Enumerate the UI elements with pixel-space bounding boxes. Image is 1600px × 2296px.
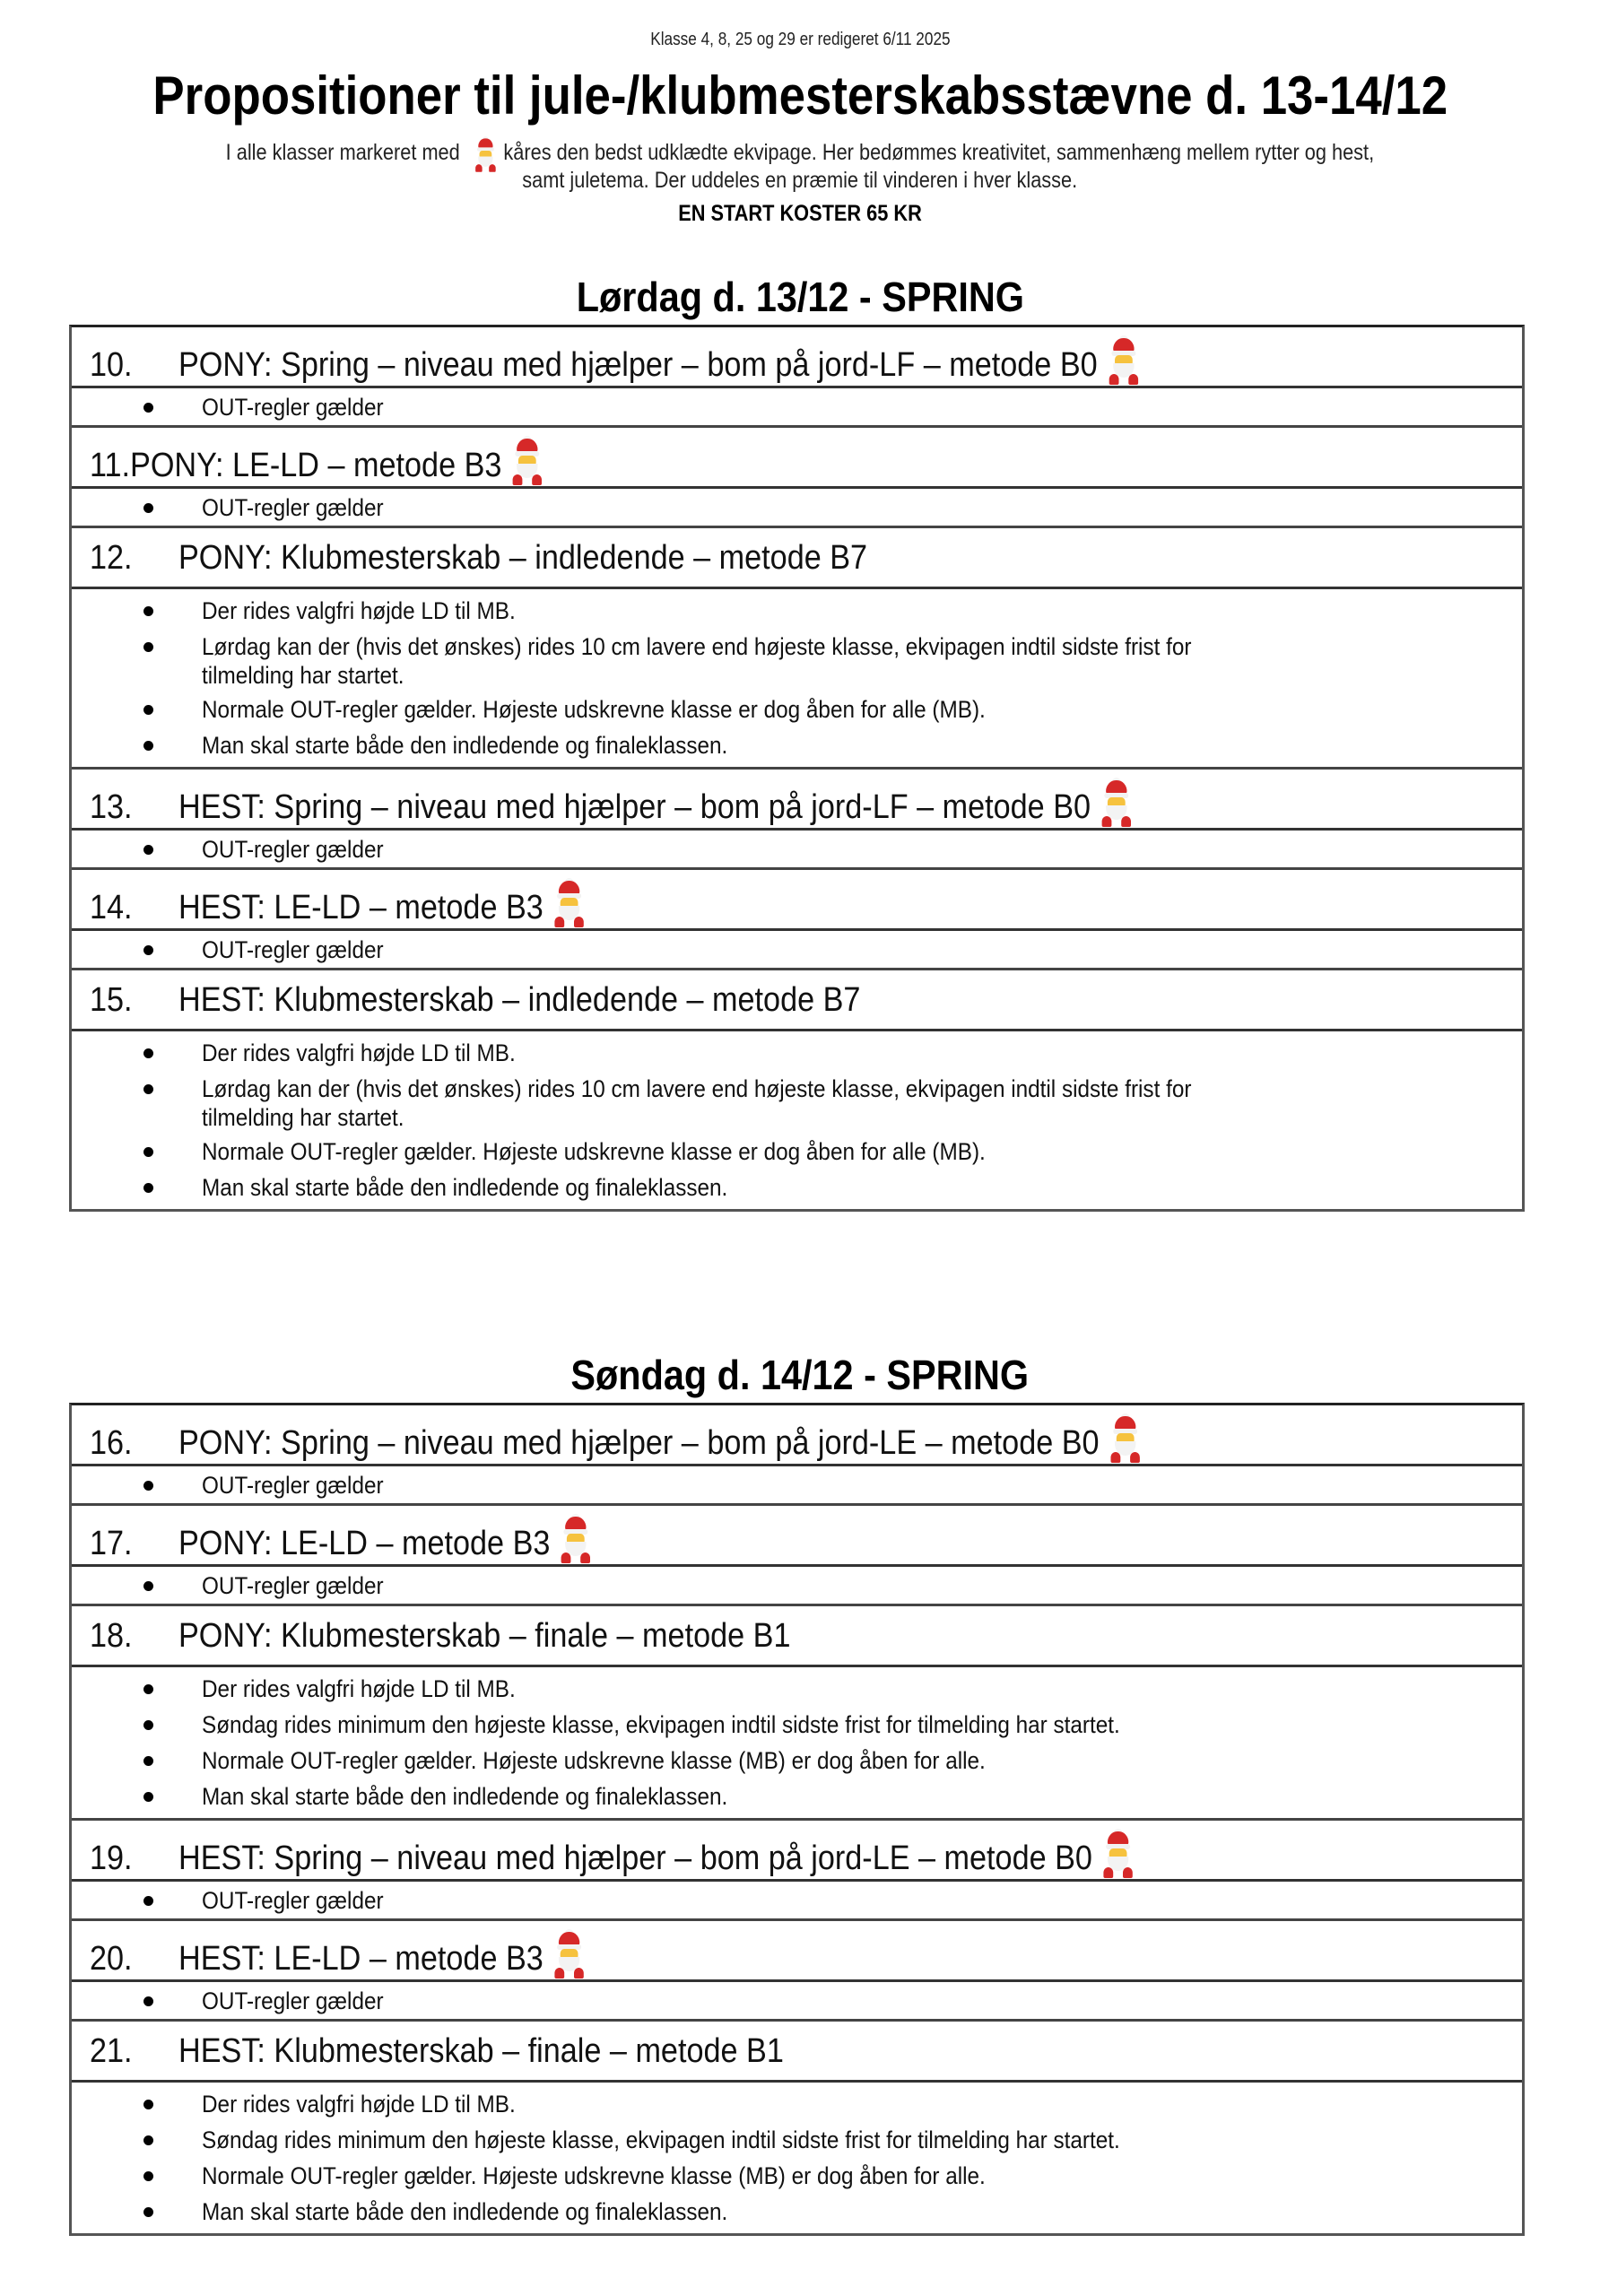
bullet-icon (143, 1792, 153, 1802)
price-note: EN START KOSTER 65 KR (678, 201, 922, 226)
bullet-icon (143, 2100, 153, 2109)
class-title: PONY: Klubmesterskab – indledende – metode B7 (178, 539, 868, 577)
rule-item: Man skal starte både den indledende og finaleklassen. (72, 2194, 1522, 2230)
rule-item: OUT-regler gælder (72, 492, 1522, 523)
saturday-classes-table (69, 325, 1525, 1212)
bullet-icon (143, 1720, 153, 1730)
bullet-icon (143, 1084, 153, 1094)
class-number: 21. (90, 2032, 133, 2070)
rule-item: OUT-regler gælder (72, 1570, 1522, 1601)
bullet-icon (143, 503, 153, 513)
class-title-row (72, 1821, 1522, 1882)
class-number: 11. (90, 447, 131, 484)
bullet-icon (143, 1756, 153, 1766)
class-rules (72, 388, 1522, 428)
class-title-row (72, 1506, 1522, 1567)
sunday-classes-table (69, 1403, 1525, 2236)
bullet-icon (143, 642, 153, 652)
rule-item: Normale OUT-regler gælder. Højeste udskrevne klasse (MB) er dog åben for alle. (72, 1743, 1522, 1779)
bullet-icon (143, 741, 153, 751)
class-rules (72, 1031, 1522, 1209)
class-title-row (72, 770, 1522, 831)
intro-text-part-2: kåres den bedst udklædte ekvipage. Her bedømmes kreativitet, sammenhæng mellem rytter og hest, (503, 140, 1375, 165)
bullet-icon (143, 1048, 153, 1058)
bullet-icon (143, 606, 153, 616)
class-title-row (72, 327, 1522, 388)
class-title: HEST: LE-LD – metode B3 (178, 889, 543, 926)
class-title: PONY: Spring – niveau med hjælper – bom på jord-LE – metode B0 (178, 1424, 1100, 1462)
class-title-row (72, 428, 1522, 489)
santa-claus-icon (552, 881, 587, 927)
class-number: 20. (90, 1940, 133, 1978)
rule-item: Man skal starte både den indledende og finaleklassen. (72, 1170, 1522, 1205)
rule-item: OUT-regler gælder (72, 1470, 1522, 1500)
class-rules (72, 1667, 1522, 1821)
class-number: 17. (90, 1525, 133, 1562)
santa-claus-icon (509, 439, 545, 485)
class-title: PONY: LE-LD – metode B3 (130, 447, 502, 484)
class-rules (72, 831, 1522, 870)
bullet-icon (143, 2207, 153, 2217)
rule-item: OUT-regler gælder (72, 834, 1522, 865)
edit-note: Klasse 4, 8, 25 og 29 er redigeret 6/11 2025 (649, 30, 951, 49)
santa-claus-icon (1106, 338, 1142, 385)
santa-claus-icon (474, 138, 491, 162)
page-title: Propositioner til jule-/klubmesterskabsstævne d. 13-14/12 (152, 65, 1448, 126)
bullet-icon (143, 2135, 153, 2145)
rule-item: tilmelding har startet. (202, 1104, 404, 1131)
class-title: PONY: LE-LD – metode B3 (178, 1525, 551, 1562)
bullet-icon (143, 1147, 153, 1157)
class-title: PONY: Klubmesterskab – finale – metode B1 (178, 1617, 791, 1655)
class-number: 19. (90, 1839, 133, 1877)
rule-item: OUT-regler gælder (72, 1885, 1522, 1916)
class-rules (72, 1982, 1522, 2022)
class-number: 16. (90, 1424, 133, 1462)
bullet-icon (143, 1684, 153, 1694)
santa-claus-icon (1108, 1416, 1143, 1463)
class-rules (72, 1466, 1522, 1506)
intro-text-part-1: I alle klasser markeret med (225, 140, 460, 165)
rule-item: Søndag rides minimum den højeste klasse, ekvipagen indtil sidste frist for tilmelding har startet. (72, 1707, 1522, 1743)
rule-item: Man skal starte både den indledende og finaleklassen. (72, 727, 1522, 763)
class-number: 10. (90, 346, 133, 384)
rule-item: OUT-regler gælder (72, 935, 1522, 965)
class-title: HEST: LE-LD – metode B3 (178, 1940, 543, 1978)
bullet-icon (143, 403, 153, 413)
class-title-row (72, 1921, 1522, 1982)
bullet-icon (143, 945, 153, 955)
class-rules (72, 589, 1522, 770)
rule-item: OUT-regler gælder (72, 392, 1522, 422)
bullet-icon (143, 1896, 153, 1906)
rule-item: Der rides valgfri højde LD til MB. (72, 1035, 1522, 1071)
santa-claus-icon (558, 1517, 594, 1563)
rule-item: Lørdag kan der (hvis det ønskes) rides 10 cm lavere end højeste klasse, ekvipagen indtil sidste frist for (72, 1071, 1522, 1107)
sunday-heading: Søndag d. 14/12 - SPRING (570, 1352, 1030, 1398)
bullet-icon (143, 1996, 153, 2006)
bullet-icon (143, 1581, 153, 1591)
class-number: 12. (90, 539, 133, 577)
rule-item: Normale OUT-regler gælder. Højeste udskrevne klasse (MB) er dog åben for alle. (72, 2158, 1522, 2194)
santa-claus-icon (552, 1932, 587, 1979)
rule-item: Der rides valgfri højde LD til MB. (72, 2086, 1522, 2122)
rule-item: tilmelding har startet. (202, 662, 404, 689)
rule-item: Der rides valgfri højde LD til MB. (72, 593, 1522, 629)
rule-item: Normale OUT-regler gælder. Højeste udskrevne klasse er dog åben for alle (MB). (72, 691, 1522, 727)
class-number: 14. (90, 889, 133, 926)
bullet-icon (143, 2171, 153, 2181)
class-rules (72, 2083, 1522, 2233)
bullet-icon (143, 1481, 153, 1491)
santa-claus-icon (1099, 780, 1135, 827)
class-number: 18. (90, 1617, 133, 1655)
class-title-row (72, 1405, 1522, 1466)
class-title-row (72, 2022, 1522, 2083)
class-title: HEST: Spring – niveau med hjælper – bom på jord-LE – metode B0 (178, 1839, 1092, 1877)
class-title: PONY: Spring – niveau med hjælper – bom på jord-LF – metode B0 (178, 346, 1098, 384)
class-title-row (72, 870, 1522, 931)
rule-item: OUT-regler gælder (72, 1986, 1522, 2016)
saturday-heading: Lørdag d. 13/12 - SPRING (576, 274, 1024, 320)
rule-item: Lørdag kan der (hvis det ønskes) rides 10 cm lavere end højeste klasse, ekvipagen indtil sidste frist for (72, 629, 1522, 665)
rule-item: Normale OUT-regler gælder. Højeste udskrevne klasse er dog åben for alle (MB). (72, 1134, 1522, 1170)
class-number: 15. (90, 981, 133, 1019)
class-title-row (72, 528, 1522, 589)
intro-paragraph-line-1 (0, 134, 1600, 168)
class-title-row (72, 1606, 1522, 1667)
bullet-icon (143, 705, 153, 715)
rule-item: Man skal starte både den indledende og finaleklassen. (72, 1779, 1522, 1814)
rule-item: Søndag rides minimum den højeste klasse, ekvipagen indtil sidste frist for tilmelding har startet. (72, 2122, 1522, 2158)
class-rules (72, 1567, 1522, 1606)
bullet-icon (143, 1183, 153, 1193)
class-rules (72, 1882, 1522, 1921)
intro-paragraph-line-2: samt juletema. Der uddeles en præmie til vinderen i hver klasse. (522, 168, 1078, 193)
rule-item: Der rides valgfri højde LD til MB. (72, 1671, 1522, 1707)
class-title: HEST: Klubmesterskab – indledende – metode B7 (178, 981, 861, 1019)
santa-claus-icon (1100, 1831, 1136, 1878)
bullet-icon (143, 845, 153, 855)
class-title: HEST: Spring – niveau med hjælper – bom på jord-LF – metode B0 (178, 788, 1091, 826)
class-rules (72, 489, 1522, 528)
class-title: HEST: Klubmesterskab – finale – metode B1 (178, 2032, 784, 2070)
class-number: 13. (90, 788, 133, 826)
class-title-row (72, 970, 1522, 1031)
class-rules (72, 931, 1522, 970)
